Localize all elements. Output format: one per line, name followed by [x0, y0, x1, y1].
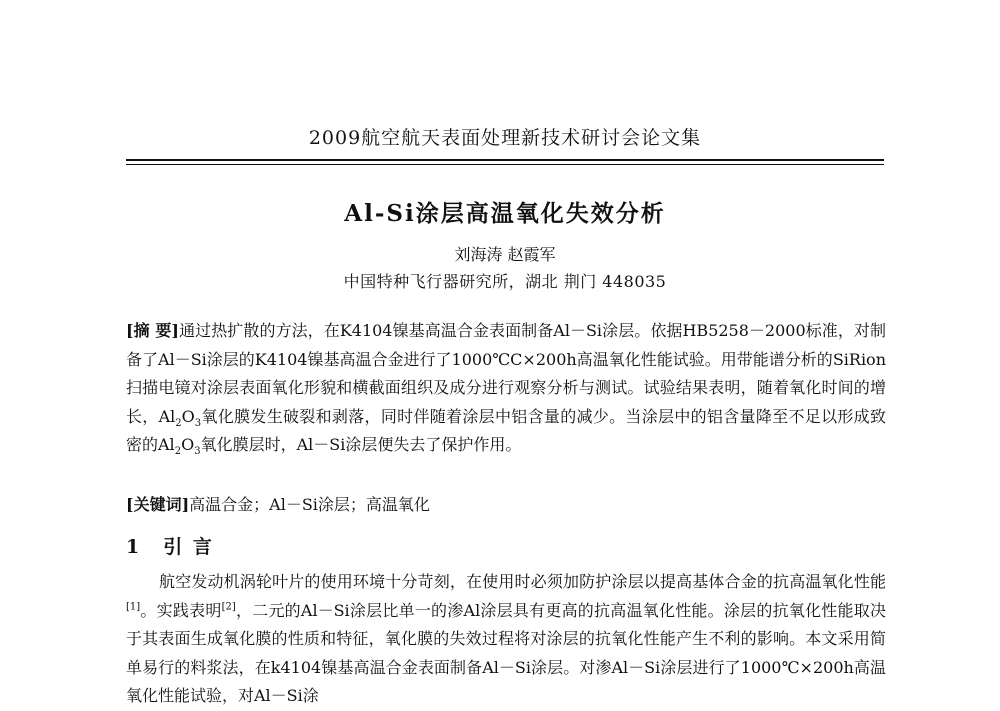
- paper-affiliation: 中国特种飞行器研究所，湖北 荆门 448035: [343, 272, 667, 291]
- header-rule-thick: [126, 159, 884, 161]
- keywords-label: [关键词]: [126, 495, 190, 514]
- al2o3-subscript: 3: [194, 417, 202, 429]
- intro-text: 航空发动机涡轮叶片的使用环境十分苛刻，在使用时必须加防护涂层以提高基体合金的抗高温氧化性能: [159, 572, 886, 591]
- al2o3-subscript: 3: [194, 446, 201, 458]
- abstract-text: O: [181, 406, 195, 426]
- abstract-label: [摘 要]: [126, 321, 180, 340]
- al2o3-subscript: 2: [174, 446, 182, 458]
- keywords-text: 高温合金；Al－Si涂层；高温氧化: [189, 495, 430, 514]
- section-title: 引 言: [163, 536, 214, 558]
- section-number: 1: [126, 536, 142, 558]
- header-rule-thin: [126, 164, 884, 165]
- paper-authors: 刘海涛 赵霞军: [454, 245, 556, 264]
- abstract-text: 氧化膜发生破裂和剥落，同时伴随着涂层中铝含量的减少。当涂层中的铝含量降至不足以形成致密的Al: [126, 406, 886, 455]
- al2o3-subscript: 2: [175, 417, 182, 429]
- intro-paragraph: [126, 568, 886, 711]
- intro-text: 。实践表明: [140, 600, 222, 620]
- paper-title: Al-Si涂层高温氧化失效分析: [344, 200, 666, 227]
- abstract-text: 通过热扩散的方法，在K4104镍基高温合金表面制备Al－Si涂层。依据HB5258－2000标准，对制备了Al－Si涂层的K4104镍基高温合金进行了1000℃C×200h高温氧化性能试验。用带能谱分析的SiRion扫描电镜对涂层表面氧化形貌和横截面组织及成分进行观察分析与测试。试验结果表明，随着氧化时间的增长，Al: [126, 321, 886, 426]
- citation-ref[interactable]: [2]: [221, 601, 236, 613]
- citation-ref[interactable]: [1]: [126, 601, 141, 613]
- abstract-text: O: [181, 435, 195, 455]
- abstract-text: 氧化膜层时，Al－Si涂层便失去了保护作用。: [200, 435, 522, 455]
- running-header: 2009航空航天表面处理新技术研讨会论文集: [308, 127, 702, 149]
- abstract-paragraph: [126, 317, 886, 460]
- section-heading: [126, 532, 236, 559]
- keywords-line: [126, 491, 886, 520]
- intro-text: ，二元的Al－Si涂层比单一的渗Al涂层具有更高的抗高温氧化性能。涂层的抗氧化性能取决于其表面生成氧化膜的性质和特征，氧化膜的失效过程将对涂层的抗氧化性能产生不利的影响。本文采用简单易行的料浆法，在k4104镍基高温合金表面制备Al－Si涂层。对渗Al－Si涂层进行了1000℃×200h高温氧化性能试验，对Al－Si涂: [126, 600, 886, 706]
